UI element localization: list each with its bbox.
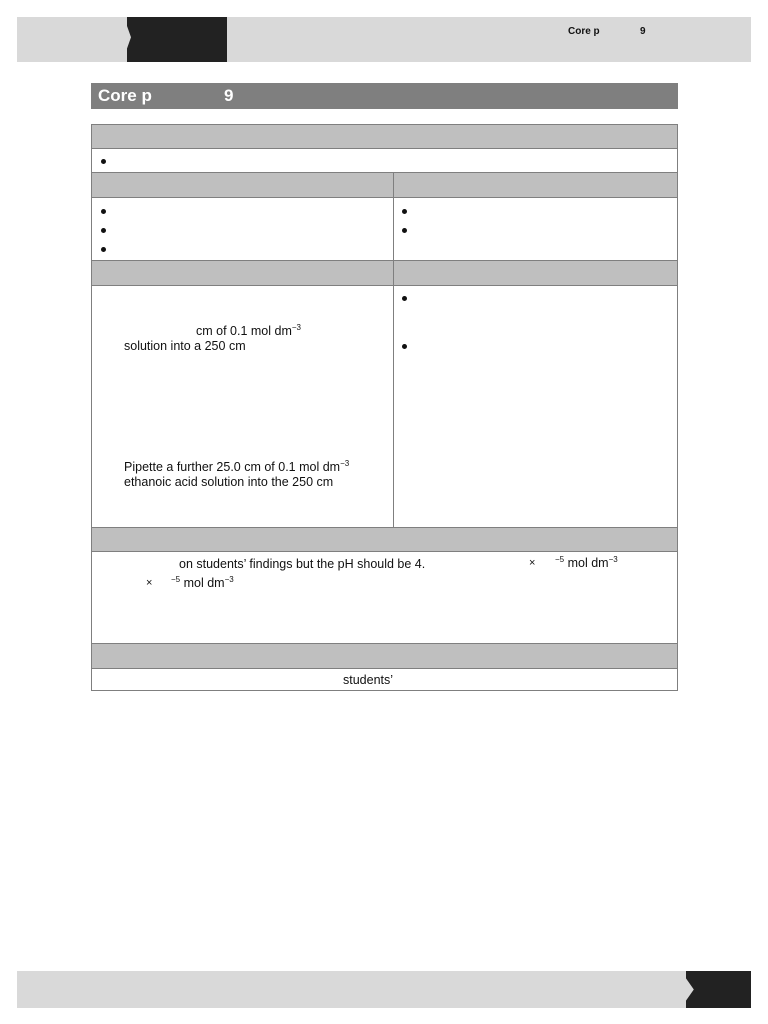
running-title: Core p: [568, 26, 600, 37]
method-line: cm of 0.1 mol $dm^{-3}$: [196, 323, 301, 339]
results-line: on students’ findings but the pH should be 4.: [179, 557, 426, 571]
bullet-icon: [402, 228, 407, 233]
table-heading-row: [92, 644, 677, 669]
bullet-icon: [402, 296, 407, 301]
table-heading-row: [92, 173, 677, 198]
bullet-icon: [101, 159, 106, 164]
bullet-icon: [101, 247, 106, 252]
bullet-icon: [402, 209, 407, 214]
method-line: solution into a 250 cm: [124, 339, 246, 353]
objectives-row: [92, 149, 677, 173]
section-title: Core p: [98, 86, 152, 105]
footer-band: [17, 971, 751, 1008]
multiply-sign: ×: [146, 577, 153, 589]
header-band: [17, 17, 751, 62]
table-heading-row: [92, 528, 677, 552]
equipment-row: [92, 198, 677, 261]
method-line: Pipette a further 25.0 cm of 0.1 mol $dm^{-3}$: [124, 459, 350, 475]
multiply-sign: ×: [529, 557, 536, 569]
column-divider: [393, 286, 394, 527]
conclusion-text: students’: [343, 673, 394, 687]
column-divider: [393, 173, 394, 197]
bullet-icon: [101, 228, 106, 233]
results-value: $^{-5}$ mol $dm^{-3}$: [555, 555, 618, 571]
results-value: $^{-5}$ mol $dm^{-3}$: [171, 575, 234, 591]
results-row: [92, 552, 677, 644]
table-heading-row: [92, 261, 677, 286]
method-line: ethanoic acid solution into the 250 cm: [124, 475, 334, 489]
bullet-icon: [402, 344, 407, 349]
section-title-bar: [91, 83, 678, 109]
table-heading-row: [92, 125, 677, 149]
practical-table: [91, 124, 678, 691]
header-chapter-tab: [127, 17, 227, 62]
running-number: 9: [640, 26, 646, 37]
method-row: [92, 286, 677, 528]
conclusion-row: [92, 669, 677, 691]
bullet-icon: [101, 209, 106, 214]
column-divider: [393, 198, 394, 260]
column-divider: [393, 261, 394, 285]
section-number: 9: [224, 86, 234, 105]
footer-page-tab: [686, 971, 751, 1008]
